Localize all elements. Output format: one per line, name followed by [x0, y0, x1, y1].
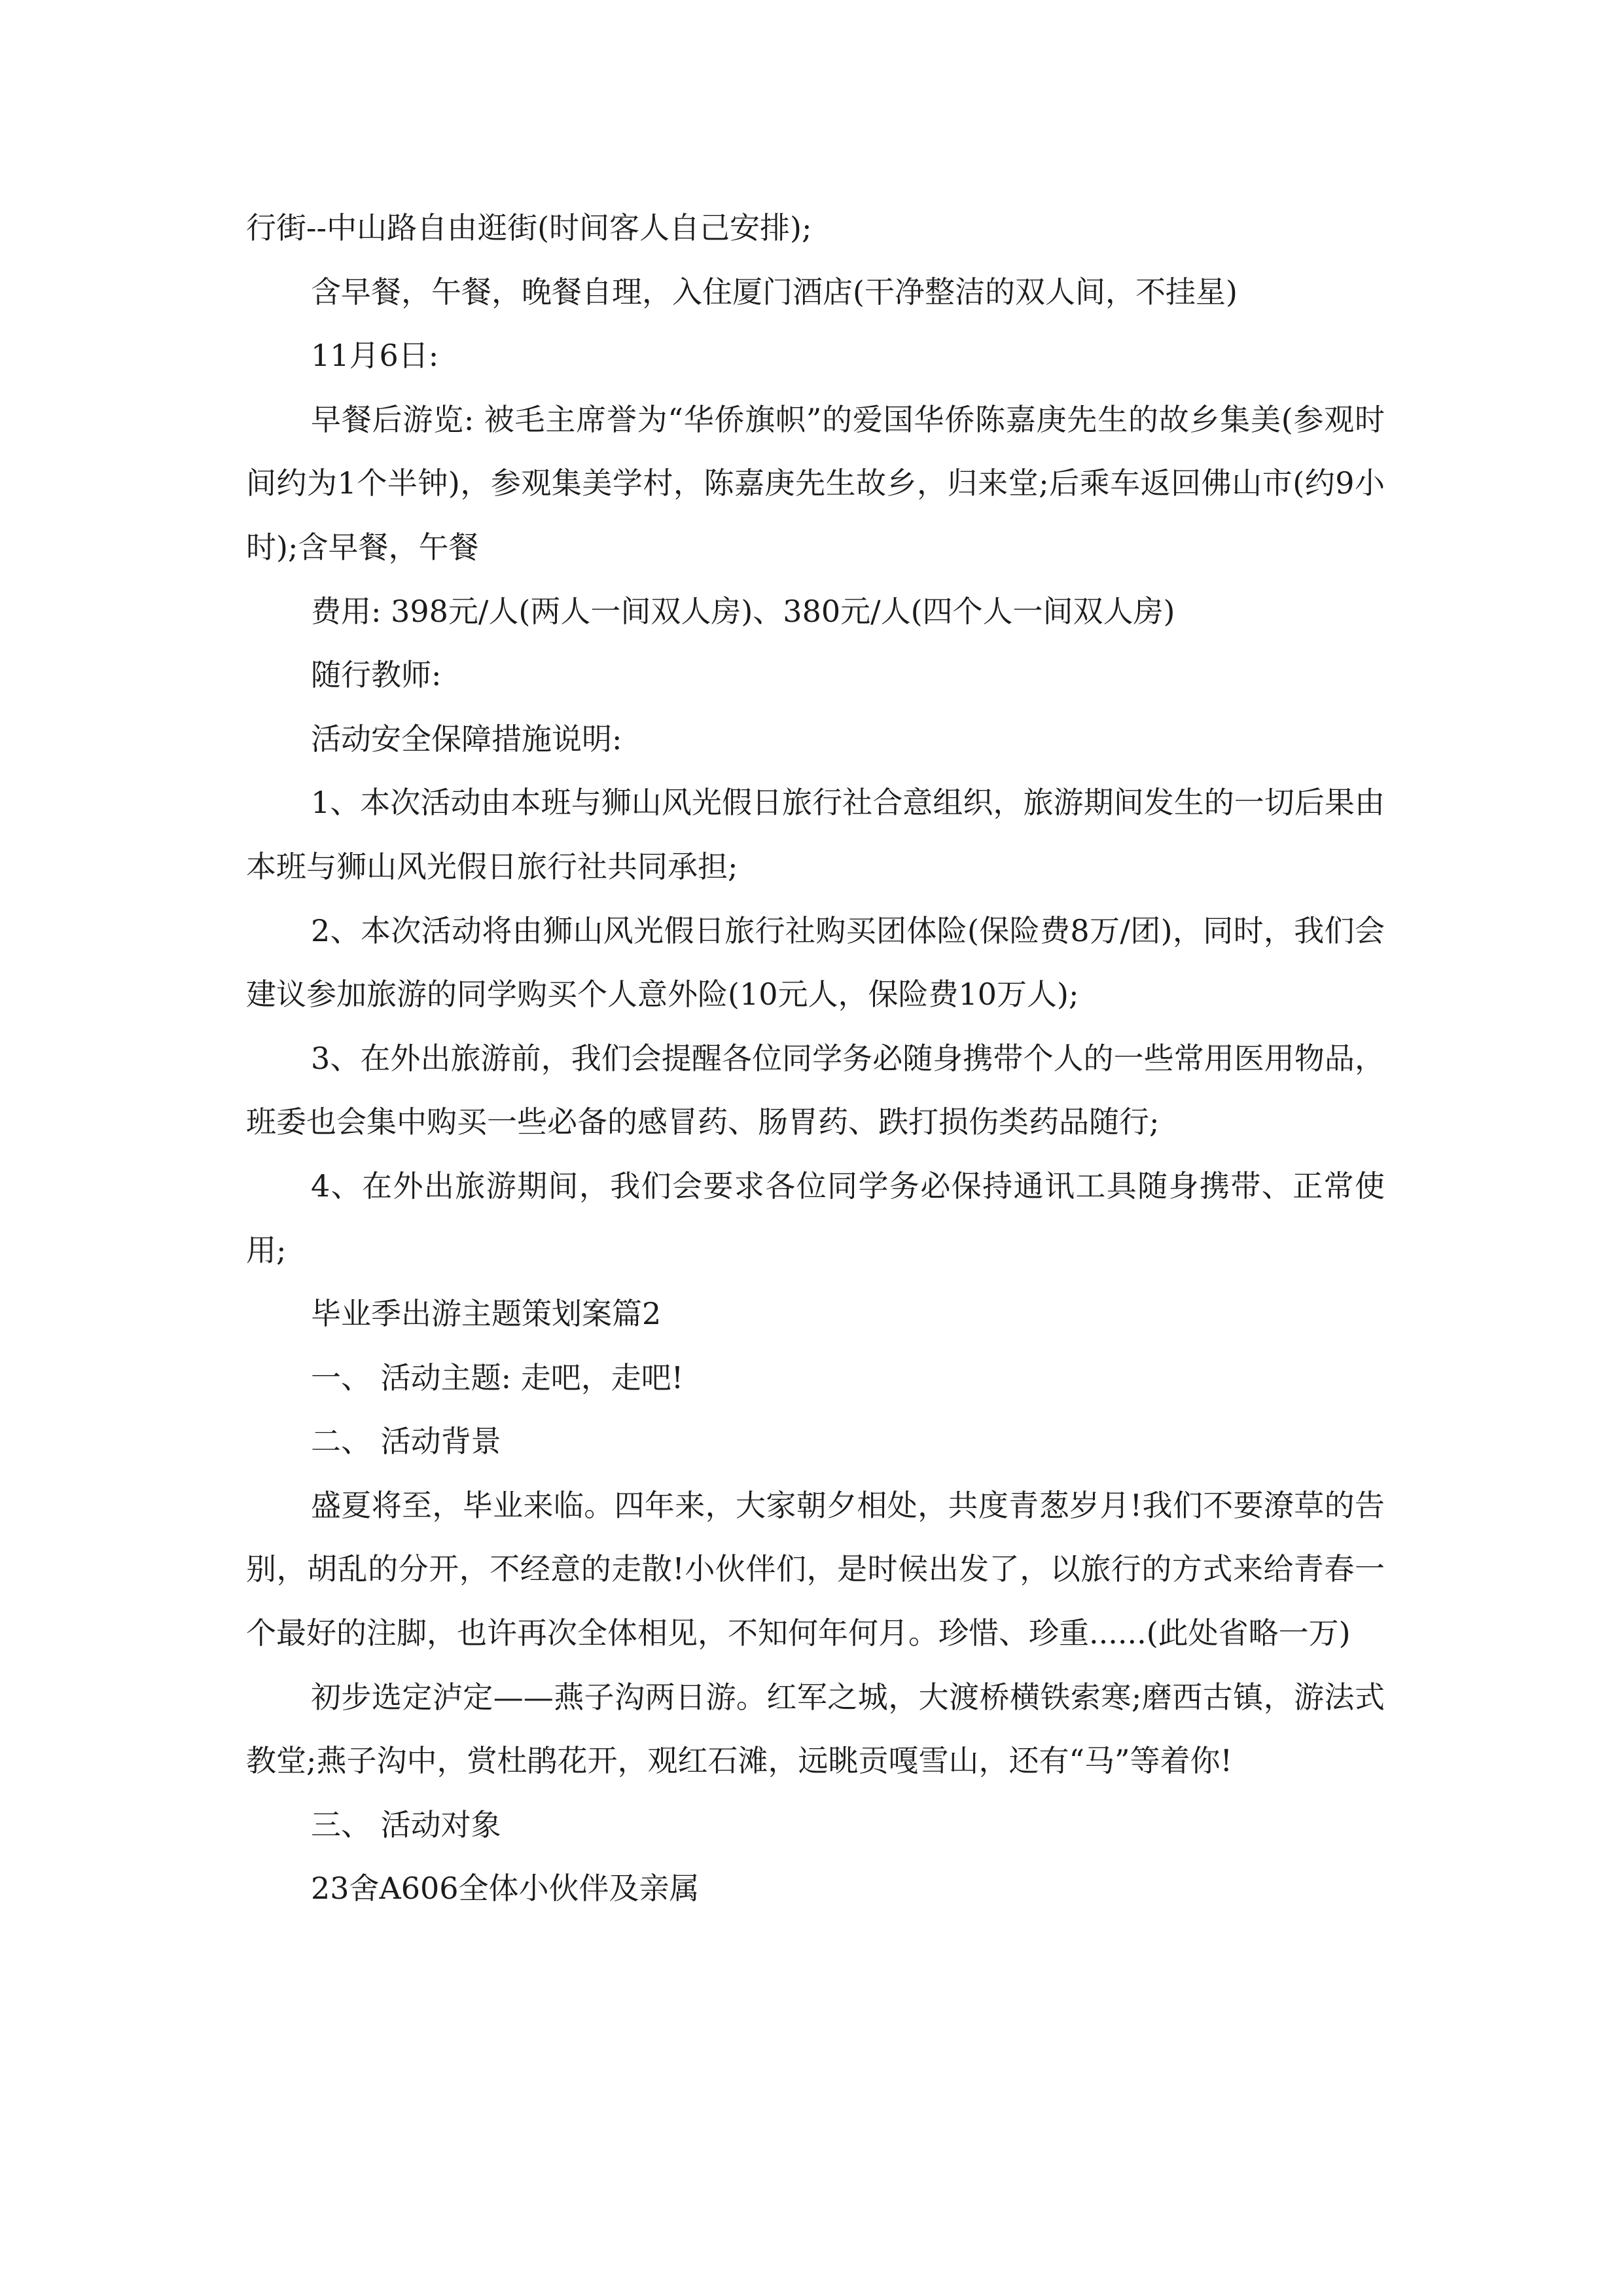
- section-title-plan-2: 毕业季出游主题策划案篇2: [311, 1296, 662, 1332]
- paragraph-safety-item-2: 2、本次活动将由狮山风光假日旅行社购买团体险(保险费8万/团)，同时，我们会建议参加旅游的同学购买个人意外险(10元人，保险费10万人);: [246, 912, 1385, 1013]
- document-body: [246, 196, 1385, 1921]
- heading-activity-background: 二、 活动背景: [311, 1424, 501, 1460]
- paragraph-date-nov-6: 11月6日:: [311, 338, 439, 374]
- paragraph-safety-item-1: 1、本次活动由本班与狮山风光假日旅行社合意组织，旅游期间发生的一切后果由本班与狮山风光假日旅行社共同承担;: [246, 785, 1385, 884]
- paragraph-safety-item-3: 3、在外出旅游前，我们会提醒各位同学务必随身携带个人的一些常用医用物品，班委也会集中购买一些必备的感冒药、肠胃药、跌打损伤类药品随行;: [246, 1040, 1385, 1140]
- paragraph-background-text: 盛夏将至，毕业来临。四年来，大家朝夕相处，共度青葱岁月!我们不要潦草的告别，胡乱的分开，不经意的走散!小伙伴们，是时候出发了，以旅行的方式来给青春一个最好的注脚，也许再次全体相见，不知何年何月。珍惜、珍重......(此处省略一万): [246, 1487, 1385, 1651]
- paragraph-meals-hotel: 含早餐，午餐，晚餐自理，入住厦门酒店(干净整洁的双人间，不挂星): [311, 274, 1238, 310]
- paragraph-jimei-tour: 早餐后游览: 被毛主席誉为“华侨旗帜”的爱国华侨陈嘉庚先生的故乡集美(参观时间约为1个半钟)，参观集美学村，陈嘉庚先生故乡，归来堂;后乘车返回佛山市(约9小时);含早餐，午餐: [246, 401, 1385, 565]
- paragraph-destination: 初步选定泸定——燕子沟两日游。红军之城，大渡桥横铁索寒;磨西古镇，游法式教堂;燕子沟中，赏杜鹃花开，观红石滩，远眺贡嘎雪山，还有“马”等着你!: [246, 1679, 1385, 1779]
- heading-activity-participants: 三、 活动对象: [311, 1806, 501, 1842]
- paragraph-safety-item-4: 4、在外出旅游期间，我们会要求各位同学务必保持通讯工具随身携带、正常使用;: [246, 1168, 1385, 1268]
- paragraph-cost: 费用: 398元/人(两人一间双人房)、380元/人(四个人一间双人房): [311, 593, 1175, 629]
- paragraph-safety-heading: 活动安全保障措施说明:: [311, 721, 622, 757]
- paragraph-accompanying-teacher: 随行教师:: [311, 657, 442, 693]
- paragraph-participants: 23舍A606全体小伙伴及亲属: [311, 1871, 700, 1907]
- paragraph-street-shopping: 行街--中山路自由逛街(时间客人自己安排);: [246, 210, 812, 245]
- heading-activity-theme: 一、 活动主题: 走吧，走吧!: [311, 1359, 684, 1395]
